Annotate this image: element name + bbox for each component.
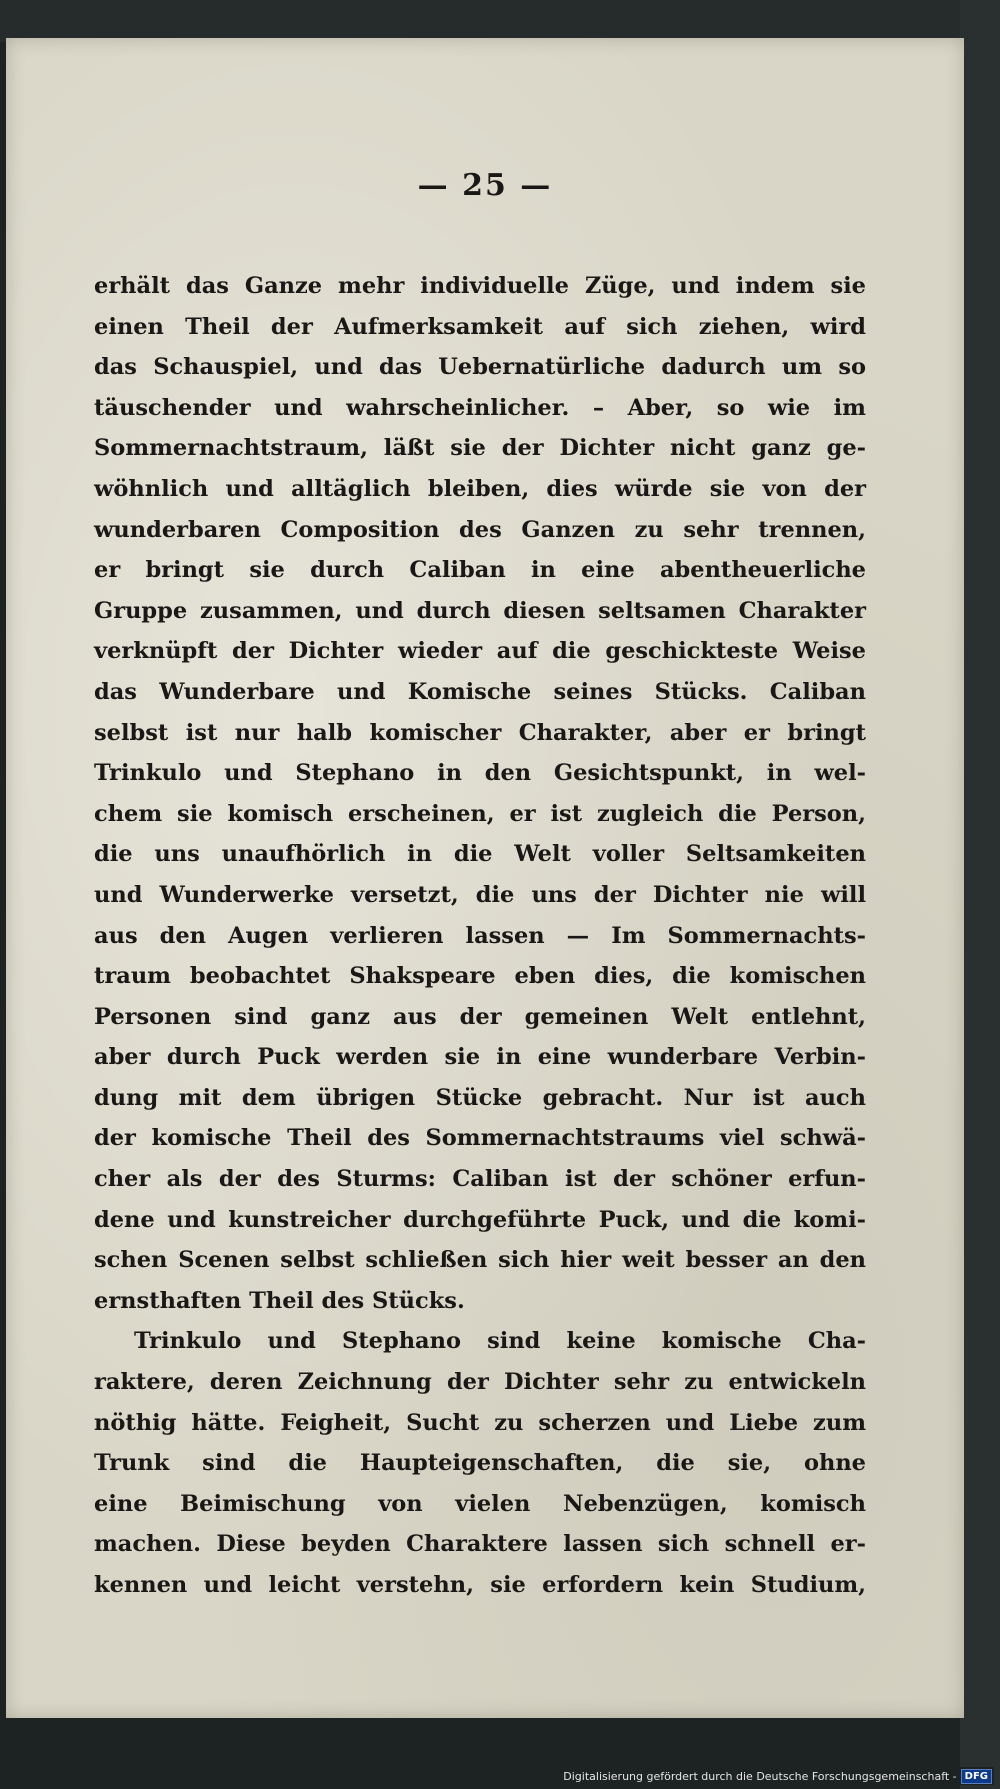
text-line: cher als der des Sturms: Caliban ist der schöner erfun- — [94, 1166, 866, 1193]
text-line: Trinkulo und Stephano in den Gesichtspunkt, in wel- — [94, 760, 866, 787]
text-line: eine Beimischung von vielen Nebenzügen, komisch — [94, 1490, 866, 1517]
text-line: er bringt sie durch Caliban in eine abentheuerliche — [94, 557, 866, 584]
text-line: selbst ist nur halb komischer Charakter, aber er bringt — [94, 719, 866, 746]
text-line: nöthig hätte. Feigheit, Sucht zu scherzen und Liebe zum — [94, 1409, 866, 1436]
page-text — [94, 266, 866, 1606]
text-line: wunderbaren Composition des Ganzen zu sehr trennen, — [94, 516, 866, 543]
credit-text: Digitalisierung gefördert durch die Deutsche Forschungsgemeinschaft - — [563, 1769, 957, 1783]
text-line: und Wunderwerke versetzt, die uns der Dichter nie will — [94, 881, 866, 908]
scan-right-border — [960, 0, 1000, 1789]
text-line: traum beobachtet Shakspeare eben dies, die komischen — [94, 963, 866, 990]
text-line: chem sie komisch erscheinen, er ist zugleich die Person, — [94, 800, 866, 827]
text-line: aber durch Puck werden sie in eine wunderbare Verbin- — [94, 1044, 866, 1071]
text-line: Personen sind ganz aus der gemeinen Welt entlehnt, — [94, 1003, 866, 1030]
text-line: der komische Theil des Sommernachtstraums viel schwä- — [94, 1125, 866, 1152]
book-page — [6, 38, 964, 1718]
text-line: dene und kunstreicher durchgeführte Puck, und die komi- — [94, 1206, 866, 1233]
digitization-credit — [561, 1767, 994, 1785]
scan-top-border — [0, 0, 1000, 42]
text-line: machen. Diese beyden Charaktere lassen sich schnell er- — [94, 1531, 866, 1558]
text-line: kennen und leicht verstehn, sie erfordern kein Studium, — [94, 1572, 866, 1598]
page-number: — 25 — — [417, 168, 553, 203]
text-line: das Wunderbare und Komische seines Stücks. Caliban — [94, 678, 866, 705]
dfg-logo: DFG — [961, 1769, 992, 1784]
text-line: die uns unaufhörlich in die Welt voller Seltsamkeiten — [94, 841, 866, 868]
text-line: schen Scenen selbst schließen sich hier weit besser an den — [94, 1247, 866, 1274]
text-line: Trunk sind die Haupteigenschaften, die sie, ohne — [94, 1450, 866, 1477]
text-line: Sommernachtstraum, läßt sie der Dichter nicht ganz ge- — [94, 435, 866, 462]
text-line: Trinkulo und Stephano sind keine komische Cha- — [134, 1328, 866, 1355]
text-line: ernsthaften Theil des Stücks. — [94, 1287, 465, 1314]
text-line: Gruppe zusammen, und durch diesen seltsamen Charakter — [94, 597, 866, 624]
text-line: aus den Augen verlieren lassen — Im Sommernachts- — [94, 922, 866, 949]
text-line: verknüpft der Dichter wieder auf die geschickteste Weise — [94, 638, 866, 665]
text-line: täuschender und wahrscheinlicher. – Aber, so wie im — [94, 394, 866, 421]
text-line: wöhnlich und alltäglich bleiben, dies würde sie von der — [94, 475, 866, 502]
text-line: das Schauspiel, und das Uebernatürliche dadurch um so — [94, 354, 866, 381]
text-line: raktere, deren Zeichnung der Dichter sehr zu entwickeln — [94, 1369, 866, 1396]
text-line: einen Theil der Aufmerksamkeit auf sich ziehen, wird — [94, 313, 866, 340]
text-line: erhält das Ganze mehr individuelle Züge, und indem sie — [94, 273, 866, 299]
text-line: dung mit dem übrigen Stücke gebracht. Nur ist auch — [94, 1084, 866, 1111]
